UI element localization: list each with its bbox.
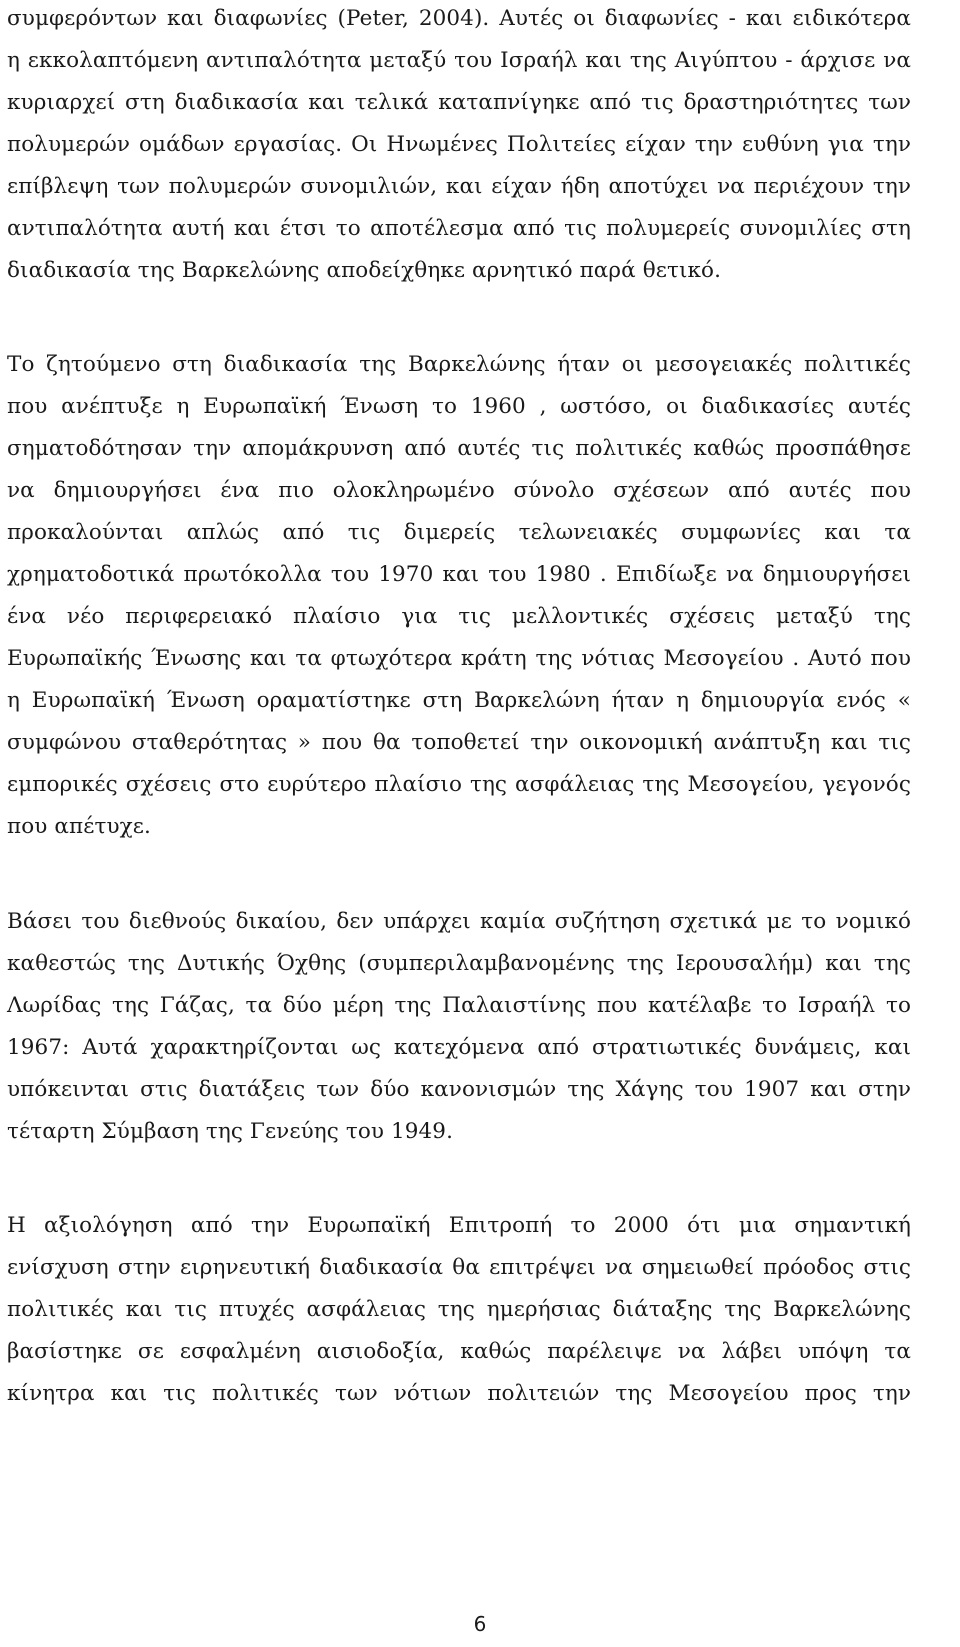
text-line: εμπορικές σχέσεις στο ευρύτερο πλαίσιο της ασφάλειας της Μεσογείου, γεγονός: [7, 772, 911, 797]
text-line: αντιπαλότητα αυτή και έτσι το αποτέλεσμα από τις πολυμερείς συνομιλίες στη: [7, 216, 911, 241]
text-line: επίβλεψη των πολυμερών συνομιλιών, και είχαν ήδη αποτύχει να περιέχουν την: [7, 174, 911, 199]
text-line: καθεστώς της Δυτικής Όχθης (συμπεριλαμβανομένης της Ιερουσαλήμ) και της: [7, 951, 911, 976]
text-line: συμφώνου σταθερότητας » που θα τοποθετεί την οικονομική ανάπτυξη και τις: [7, 730, 911, 755]
text-line: να δημιουργήσει ένα πιο ολοκληρωμένο σύνολο σχέσεων από αυτές που: [7, 478, 911, 503]
text-line: Ευρωπαϊκής Ένωσης και τα φτωχότερα κράτη της νότιας Μεσογείου . Αυτό που: [7, 646, 911, 671]
text-line: Βάσει του διεθνούς δικαίου, δεν υπάρχει καμία συζήτηση σχετικά με το νομικό: [7, 909, 911, 934]
text-line: υπόκεινται στις διατάξεις των δύο κανονισμών της Χάγης του 1907 και στην: [7, 1077, 911, 1102]
text-line: κυριαρχεί στη διαδικασία και τελικά καταπνίγηκε από τις δραστηριότητες των: [7, 90, 911, 115]
text-line: ενίσχυση στην ειρηνευτική διαδικασία θα επιτρέψει να σημειωθεί πρόοδος στις: [7, 1255, 911, 1280]
page-number: 6: [473, 1612, 487, 1636]
text-line: τέταρτη Σύμβαση της Γενεύης του 1949.: [7, 1119, 454, 1144]
text-line: 1967: Αυτά χαρακτηρίζονται ως κατεχόμενα από στρατιωτικές δυνάμεις, και: [7, 1035, 911, 1060]
text-line: πολιτικές και τις πτυχές ασφάλειας της ημερήσιας διάταξης της Βαρκελώνης: [7, 1297, 911, 1322]
text-line: σηματοδότησαν την απομάκρυνση από αυτές τις πολιτικές καθώς προσπάθησε: [7, 436, 911, 461]
text-line: ένα νέο περιφερειακό πλαίσιο για τις μελλοντικές σχέσεις μεταξύ της: [7, 604, 911, 629]
text-line: Η αξιολόγηση από την Ευρωπαϊκή Επιτροπή το 2000 ότι μια σημαντική: [7, 1213, 911, 1238]
text-line: η εκκολαπτόμενη αντιπαλότητα μεταξύ του Ισραήλ και της Αιγύπτου - άρχισε να: [7, 48, 911, 73]
text-line: βασίστηκε σε εσφαλμένη αισιοδοξία, καθώς παρέλειψε να λάβει υπόψη τα: [7, 1339, 911, 1364]
text-line: που ανέπτυξε η Ευρωπαϊκή Ένωση το 1960 , ωστόσο, οι διαδικασίες αυτές: [7, 394, 911, 419]
text-line: χρηματοδοτικά πρωτόκολλα του 1970 και του 1980 . Επιδίωξε να δημιουργήσει: [7, 562, 911, 587]
text-line: συμφερόντων και διαφωνίες (Peter, 2004). Αυτές οι διαφωνίες - και ειδικότερα: [7, 6, 911, 31]
text-line: κίνητρα και τις πολιτικές των νότιων πολιτειών της Μεσογείου προς την: [7, 1381, 911, 1406]
text-line: Το ζητούμενο στη διαδικασία της Βαρκελώνης ήταν οι μεσογειακές πολιτικές: [7, 352, 911, 377]
text-line: Λωρίδας της Γάζας, τα δύο μέρη της Παλαιστίνης που κατέλαβε το Ισραήλ το: [7, 993, 911, 1018]
text-line: διαδικασία της Βαρκελώνης αποδείχθηκε αρνητικό παρά θετικό.: [7, 258, 722, 283]
text-line: η Ευρωπαϊκή Ένωση οραματίστηκε στη Βαρκελώνη ήταν η δημιουργία ενός «: [7, 688, 911, 713]
text-line: που απέτυχε.: [7, 814, 151, 839]
text-line: πολυμερών ομάδων εργασίας. Οι Ηνωμένες Πολιτείες είχαν την ευθύνη για την: [7, 132, 911, 157]
text-line: προκαλούνται απλώς από τις διμερείς τελωνειακές συμφωνίες και τα: [7, 520, 911, 545]
